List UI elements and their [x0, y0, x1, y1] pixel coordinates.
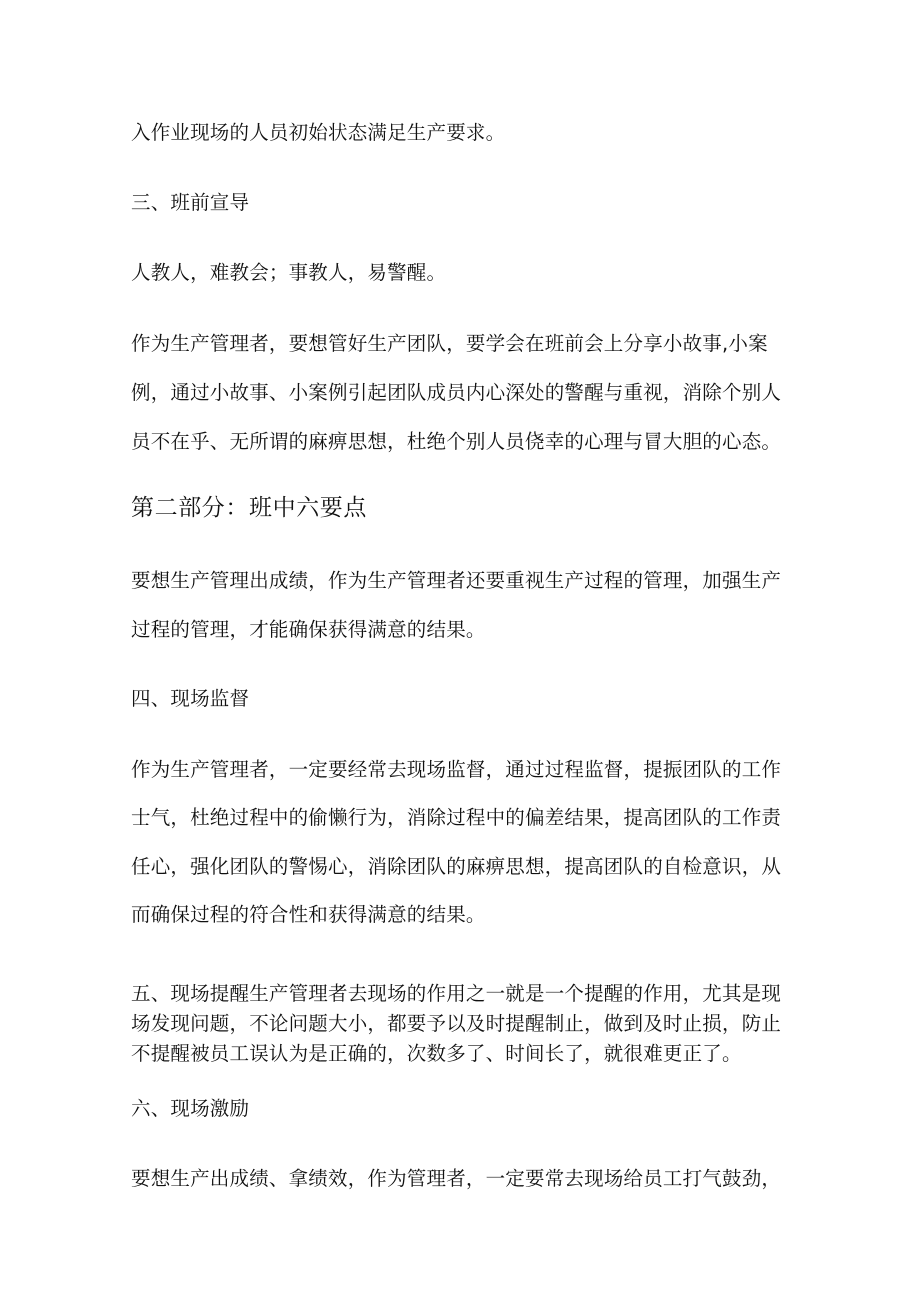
paragraph-line: 不提醒被员工误认为是正确的，次数多了、时间长了，就很难更正了。: [131, 1042, 742, 1065]
paragraph-line: 作为生产管理者，要想管好生产团队，要学会在班前会上分享小故事,小案: [131, 332, 768, 355]
paragraph-line: 作为生产管理者，一定要经常去现场监督，通过过程监督，提振团队的工作: [131, 758, 782, 781]
paragraph-line: 五、现场提醒生产管理者去现场的作用之一就是一个提醒的作用，尤其是现: [131, 982, 782, 1005]
paragraph-line: 入作业现场的人员初始状态满足生产要求。: [131, 121, 506, 144]
paragraph-line: 而确保过程的符合性和获得满意的结果。: [131, 903, 486, 926]
subheading-pre-shift-briefing: 三、班前宣导: [131, 191, 250, 214]
paragraph-line: 场发现问题，不论问题大小，都要予以及时提醒制止，做到及时止损，防止: [131, 1012, 782, 1035]
paragraph-line: 例，通过小故事、小案例引起团队成员内心深处的警醒与重视，消除个别人: [131, 381, 782, 404]
paragraph-line: 士气，杜绝过程中的偷懒行为，消除过程中的偏差结果，提高团队的工作责: [131, 806, 782, 829]
paragraph-line: 要想生产出成绩、拿绩效，作为管理者，一定要常去现场给员工打气鼓劲，: [131, 1167, 782, 1190]
paragraph-line: 任心，强化团队的警惕心，消除团队的麻痹思想，提高团队的自检意识，从: [131, 855, 782, 878]
paragraph-line: 要想生产管理出成绩，作为生产管理者还要重视生产过程的管理，加强生产: [131, 569, 782, 592]
section-title-part-two: 第二部分：班中六要点: [131, 495, 367, 521]
subheading-onsite-supervision: 四、现场监督: [131, 687, 250, 710]
paragraph-line: 人教人，难教会；事教人，易警醒。: [131, 261, 447, 284]
paragraph-line: 员不在乎、无所谓的麻痹思想，杜绝个别人员侥幸的心理与冒大胆的心态。: [131, 430, 782, 453]
subheading-onsite-motivation: 六、现场激励: [131, 1097, 250, 1120]
paragraph-line: 过程的管理，才能确保获得满意的结果。: [131, 618, 486, 641]
